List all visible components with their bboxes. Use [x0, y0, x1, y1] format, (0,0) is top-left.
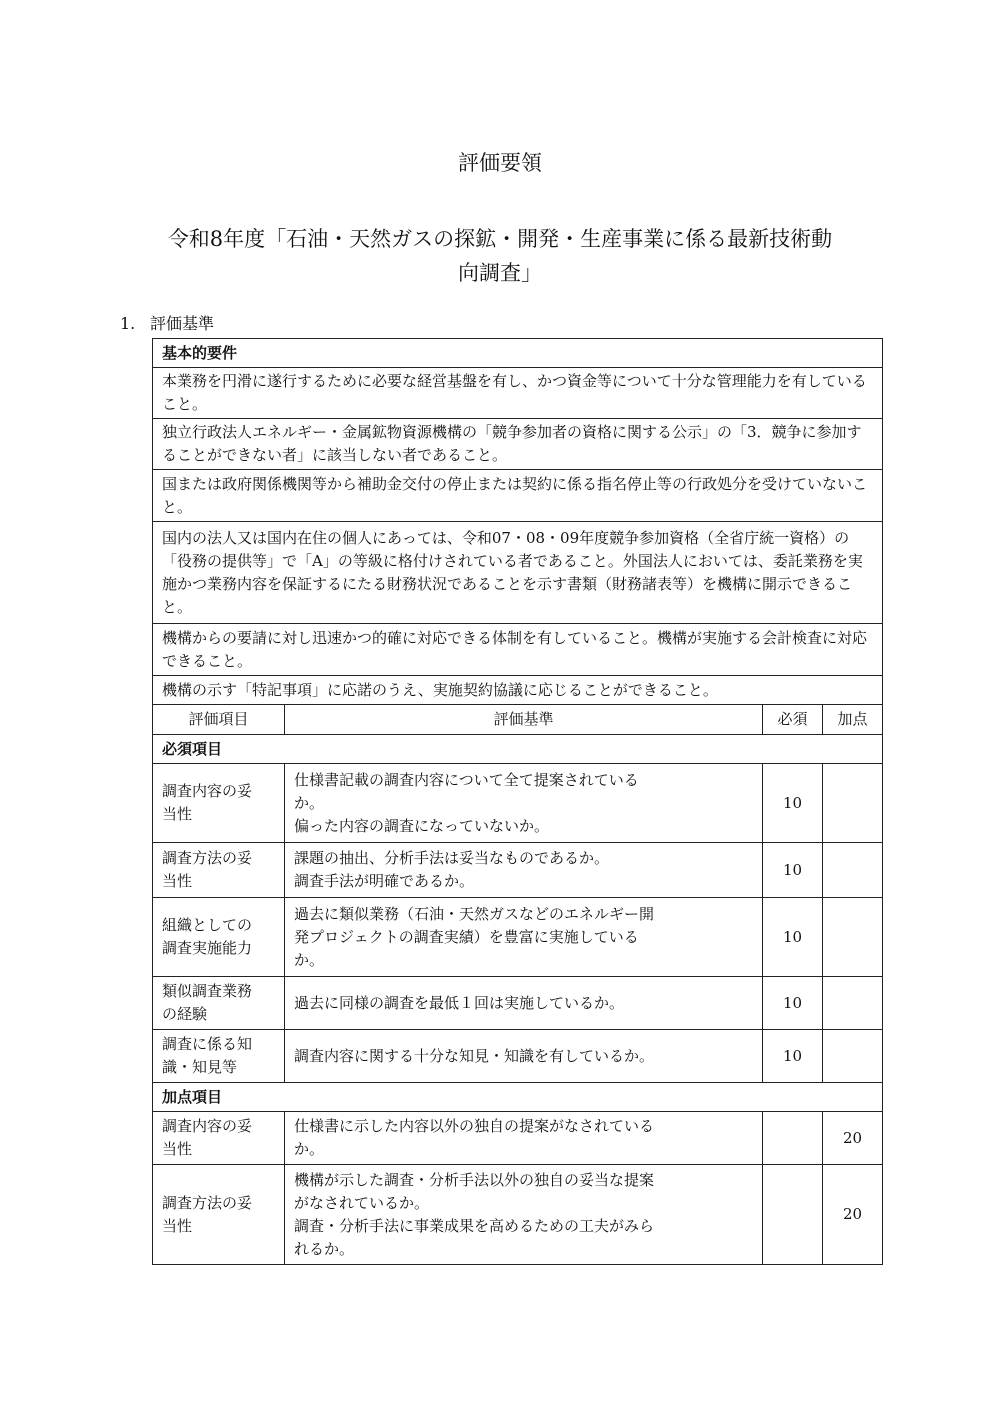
item-line: 当性 — [162, 1216, 193, 1235]
bonus-score — [823, 1030, 883, 1083]
item-line: 当性 — [162, 872, 193, 890]
criteria-line: 調査手法が明確であるか。 — [294, 872, 475, 890]
item-line: 調査方法の妥 — [162, 1193, 253, 1212]
required-score: 10 — [763, 898, 823, 977]
evaluation-criteria — [285, 977, 763, 1030]
criteria-line: 調査内容に関する十分な知見・知識を有しているか。 — [294, 1046, 655, 1065]
table-row — [153, 1030, 883, 1083]
basic-requirement-row — [153, 676, 883, 705]
basic-requirement-row — [153, 368, 883, 419]
basic-requirement-row — [153, 522, 883, 624]
criteria-line: れるか。 — [294, 1239, 355, 1258]
criteria-line: 発プロジェクトの調査実績）を豊富に実施している — [294, 927, 639, 946]
evaluation-criteria-table — [152, 338, 883, 1265]
table-row — [153, 977, 883, 1030]
evaluation-criteria — [285, 764, 763, 843]
basic-requirement-text: 国内の法人又は国内在住の個人にあっては、令和07・08・09年度競争参加資格（全省庁統一資格）の「役務の提供等」で「A」の等級に格付けされている者であること。外国法人においては、委託業務を実施かつ業務内容を保証するにたる財務状況であることを示す書類（財務諸表等）を機構に開示できること。 — [153, 522, 883, 624]
basic-requirement-text: 独立行政法人エネルギー・金属鉱物資源機構の「競争参加者の資格に関する公示」の「3．競争に参加することができない者」に該当しない者であること。 — [153, 419, 883, 470]
section-heading — [120, 312, 214, 336]
evaluation-item — [153, 1112, 285, 1165]
evaluation-item — [153, 843, 285, 898]
required-section-label: 必須項目 — [153, 735, 883, 764]
criteria-line: 課題の抽出、分析手法は妥当なものであるか。 — [294, 849, 610, 867]
item-line: 調査方法の妥 — [162, 849, 253, 867]
bonus-score — [823, 898, 883, 977]
subtitle-line: 向調査」 — [458, 261, 542, 285]
item-line: 調査実施能力 — [162, 939, 253, 957]
required-score — [763, 1165, 823, 1265]
criteria-line: か。 — [294, 793, 325, 812]
table-row — [153, 1112, 883, 1165]
evaluation-criteria — [285, 1112, 763, 1165]
criteria-line: がなされているか。 — [294, 1193, 430, 1212]
required-score: 10 — [763, 843, 823, 898]
item-line: 識・知見等 — [162, 1058, 238, 1076]
table-row — [153, 1165, 883, 1265]
basic-requirement-text: 本業務を円滑に遂行するために必要な経営基盤を有し、かつ資金等について十分な管理能力を有していること。 — [153, 368, 883, 419]
section-label: 評価基準 — [150, 314, 215, 333]
section-number: 1. — [120, 314, 136, 333]
required-score — [763, 1112, 823, 1165]
column-header-required: 必須 — [763, 705, 823, 735]
item-line: の経験 — [162, 1005, 208, 1023]
criteria-line: 過去に類似業務（石油・天然ガスなどのエネルギー開 — [294, 904, 655, 923]
criteria-line: 過去に同様の調査を最低１回は実施しているか。 — [294, 993, 625, 1012]
required-score: 10 — [763, 1030, 823, 1083]
basic-requirement-text: 機構からの要請に対し迅速かつ的確に対応できる体制を有していること。機構が実施する会計検査に対応できること。 — [153, 624, 883, 676]
required-section-header-row — [153, 735, 883, 764]
item-line: 当性 — [162, 805, 193, 823]
evaluation-item — [153, 764, 285, 843]
document-title: 評価要領 — [458, 151, 542, 175]
bonus-score — [823, 764, 883, 843]
evaluation-item — [153, 977, 285, 1030]
basic-requirement-row — [153, 624, 883, 676]
bonus-section-label: 加点項目 — [153, 1083, 883, 1112]
basic-requirement-row — [153, 470, 883, 522]
basic-requirement-text: 機構の示す「特記事項」に応諾のうえ、実施契約協議に応じることができること。 — [153, 676, 883, 705]
column-header-row — [153, 705, 883, 735]
basic-requirements-header-row — [153, 339, 883, 368]
bonus-score — [823, 977, 883, 1030]
evaluation-item — [153, 898, 285, 977]
basic-requirement-text: 国または政府関係機関等から補助金交付の停止または契約に係る指名停止等の行政処分を受けていないこと。 — [153, 470, 883, 522]
bonus-score: 20 — [823, 1165, 883, 1265]
item-line: 調査内容の妥 — [162, 782, 253, 800]
document-subtitle — [120, 222, 880, 290]
bonus-score — [823, 843, 883, 898]
evaluation-item — [153, 1165, 285, 1265]
criteria-line: 調査・分析手法に事業成果を高めるための工夫がみら — [294, 1216, 655, 1235]
evaluation-criteria — [285, 843, 763, 898]
evaluation-criteria — [285, 1165, 763, 1265]
bonus-score: 20 — [823, 1112, 883, 1165]
criteria-line: 仕様書記載の調査内容について全て提案されている — [294, 770, 639, 789]
column-header-item: 評価項目 — [153, 705, 285, 735]
item-line: 当性 — [162, 1140, 193, 1158]
criteria-line: 偏った内容の調査になっていないか。 — [294, 816, 550, 835]
evaluation-criteria — [285, 1030, 763, 1083]
criteria-line: 機構が示した調査・分析手法以外の独自の妥当な提案 — [294, 1170, 655, 1189]
item-line: 調査に係る知 — [162, 1035, 253, 1053]
required-score: 10 — [763, 764, 823, 843]
item-line: 調査内容の妥 — [162, 1117, 253, 1135]
criteria-line: か。 — [294, 950, 325, 969]
column-header-bonus: 加点 — [823, 705, 883, 735]
criteria-line: か。 — [294, 1140, 325, 1158]
table-row — [153, 898, 883, 977]
basic-requirements-label: 基本的要件 — [153, 339, 883, 368]
bonus-section-header-row — [153, 1083, 883, 1112]
criteria-line: 仕様書に示した内容以外の独自の提案がなされている — [294, 1117, 655, 1135]
evaluation-criteria — [285, 898, 763, 977]
item-line: 類似調査業務 — [162, 982, 253, 1000]
table-row — [153, 764, 883, 843]
evaluation-item — [153, 1030, 285, 1083]
subtitle-line: 令和8年度「石油・天然ガスの探鉱・開発・生産事業に係る最新技術動 — [167, 227, 833, 251]
item-line: 組織としての — [162, 916, 253, 934]
column-header-criteria: 評価基準 — [285, 705, 763, 735]
basic-requirement-row — [153, 419, 883, 470]
table-row — [153, 843, 883, 898]
required-score: 10 — [763, 977, 823, 1030]
